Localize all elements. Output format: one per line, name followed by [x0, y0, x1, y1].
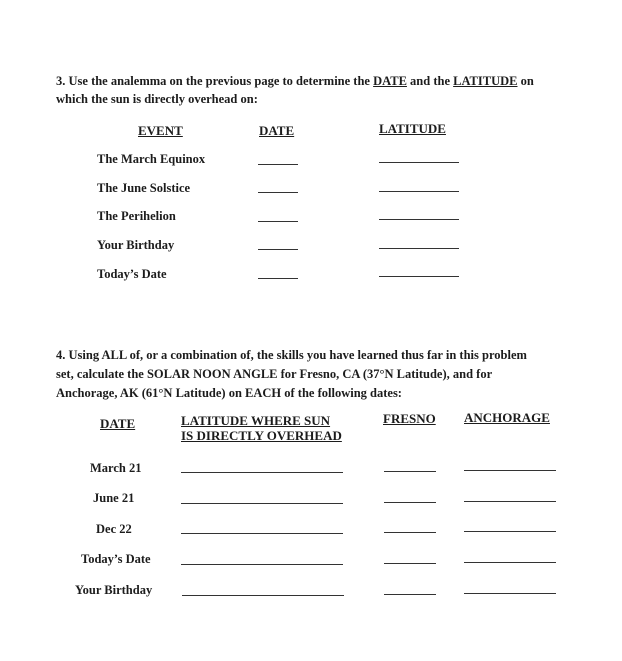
q3-row-event-label: The Perihelion: [97, 209, 176, 223]
q4-header-fresno: FRESNO: [383, 411, 436, 426]
q3-prompt-text: 3. Use the analemma on the previous page to determine the: [56, 74, 374, 88]
q3-row-event-label: Your Birthday: [97, 238, 175, 252]
q4-prompt-line3: Anchorage, AK (61°N Latitude) on EACH of the following dates:: [56, 386, 402, 400]
q4-fresno-blank[interactable]: [384, 502, 436, 503]
q4-fresno-blank[interactable]: [384, 532, 436, 533]
q4-row-date-label: June 21: [93, 491, 135, 505]
q4-anchorage-blank[interactable]: [464, 501, 556, 502]
q3-row-event-label: Today’s Date: [97, 267, 167, 281]
q3-prompt-text-mid: and the: [406, 74, 454, 88]
q4-header-date: DATE: [100, 416, 136, 431]
q4-row-date-label: Your Birthday: [75, 583, 153, 597]
q3-prompt-date-keyword: DATE: [373, 74, 407, 88]
q3-latitude-blank[interactable]: [379, 191, 459, 192]
q4-fresno-blank[interactable]: [384, 594, 436, 595]
q4-latitude-blank[interactable]: [181, 564, 343, 565]
q4-row-date-label: Today’s Date: [81, 552, 151, 566]
q4-header-latitude-line2: IS DIRECTLY OVERHEAD: [181, 428, 342, 443]
q3-latitude-blank[interactable]: [379, 219, 459, 220]
q3-date-blank[interactable]: [258, 221, 298, 222]
q4-header-anchorage: ANCHORAGE: [464, 410, 550, 425]
q3-header-event: EVENT: [138, 123, 183, 138]
q4-fresno-blank[interactable]: [384, 471, 436, 472]
q4-latitude-blank[interactable]: [181, 472, 343, 473]
q4-prompt-line1: 4. Using ALL of, or a combination of, the skills you have learned thus far in this problem: [56, 348, 527, 362]
q3-prompt-line1: [56, 72, 534, 90]
q3-latitude-blank[interactable]: [379, 276, 459, 277]
q3-date-blank[interactable]: [258, 164, 298, 165]
q4-anchorage-blank[interactable]: [464, 470, 556, 471]
q4-header-latitude-line1: LATITUDE WHERE SUN: [181, 413, 331, 428]
q3-row-event-label: The March Equinox: [97, 152, 206, 166]
q4-anchorage-blank[interactable]: [464, 562, 556, 563]
q3-prompt-text-end: on: [517, 74, 534, 88]
q3-header-date: DATE: [259, 123, 295, 138]
q4-row-date-label: March 21: [90, 461, 142, 475]
q4-row-date-label: Dec 22: [96, 522, 132, 536]
q3-header-latitude: LATITUDE: [379, 121, 446, 136]
q4-header-latitude: [181, 413, 342, 443]
q4-prompt-line2: set, calculate the SOLAR NOON ANGLE for Fresno, CA (37°N Latitude), and for: [56, 367, 493, 381]
q4-latitude-blank[interactable]: [181, 533, 343, 534]
q3-date-blank[interactable]: [258, 249, 298, 250]
q4-fresno-blank[interactable]: [384, 563, 436, 564]
q3-row-event-label: The June Solstice: [97, 181, 191, 195]
q4-anchorage-blank[interactable]: [464, 593, 556, 594]
q3-prompt-latitude-keyword: LATITUDE: [453, 74, 518, 88]
q3-latitude-blank[interactable]: [379, 162, 459, 163]
q4-latitude-blank[interactable]: [182, 595, 344, 596]
q3-latitude-blank[interactable]: [379, 248, 459, 249]
q4-latitude-blank[interactable]: [181, 503, 343, 504]
q3-date-blank[interactable]: [258, 278, 298, 279]
q4-anchorage-blank[interactable]: [464, 531, 556, 532]
q3-date-blank[interactable]: [258, 192, 298, 193]
q3-prompt-line2: which the sun is directly overhead on:: [56, 92, 258, 106]
